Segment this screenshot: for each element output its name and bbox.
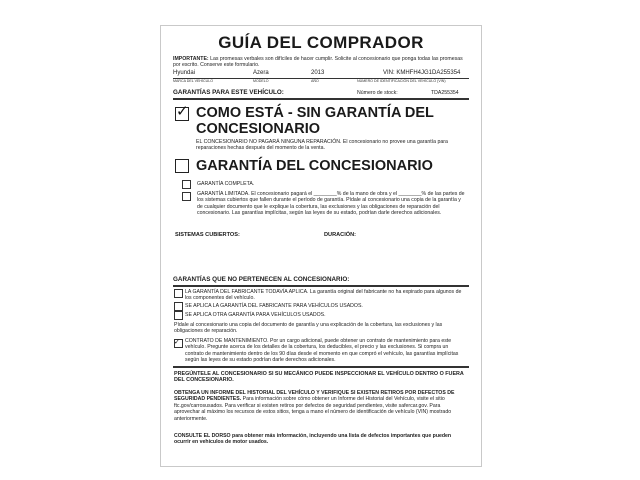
- covered-systems-label: SISTEMAS CUBIERTOS:: [175, 232, 240, 238]
- full-warranty-label: GARANTÍA COMPLETA.: [197, 181, 255, 187]
- model-caption: MODELO: [253, 79, 269, 83]
- used-vehicle-warranty-text: SE APLICA LA GARANTÍA DEL FABRICANTE PARA VEHÍCULOS USADOS.: [185, 303, 363, 309]
- warranties-heading: GARANTÍAS PARA ESTE VEHÍCULO:: [173, 89, 284, 96]
- vehicle-year: 2013: [311, 70, 325, 76]
- service-contract-text: CONTRATO DE MANTENIMIENTO. Por un cargo adicional, puede obtener un contrato de mantenimiento para este vehículo. Pregunte acerca de los detalles de la cobertura, los deducibles, el precio y las exclusiones. Si compra un contrato de mantenimiento dentro de los 90 días desde el momento en que compró el vehículo, las garantías implícitas según las leyes de su estado podrían darle derechos adicionales.: [185, 338, 459, 364]
- important-label: IMPORTANTE:: [173, 56, 209, 62]
- important-text: Las promesas verbales son difíciles de hacer cumplir. Solicite al concesionario que ponga todas las promesas por escrito. Conserve este formulario.: [173, 56, 463, 69]
- dealer-warranty-title: GARANTÍA DEL CONCESIONARIO: [196, 158, 433, 174]
- stock-label: Número de stock:: [357, 90, 398, 96]
- duration-label: DURACIÓN:: [324, 232, 357, 238]
- other-warranty-checkbox[interactable]: [174, 311, 183, 320]
- checkmark-icon: ✓: [174, 339, 180, 346]
- limited-warranty-checkbox[interactable]: [182, 192, 191, 201]
- as-is-title-line2: CONCESIONARIO: [196, 121, 321, 137]
- stock-number: TDA255354: [431, 90, 459, 96]
- dealer-warranty-checkbox[interactable]: [175, 159, 189, 173]
- vin-caption: NÚMERO DE IDENTIFICACIÓN DEL VEHÍCULO (VIN): [357, 79, 446, 83]
- checkmark-icon: ✓: [176, 103, 189, 120]
- ask-dealer-text: Pídale al concesionario una copia del documento de garantía y una explicación de la cobertura, las exclusiones y las obligaciones de reparación.: [174, 322, 443, 335]
- non-dealer-divider: [173, 285, 469, 287]
- as-is-text: EL CONCESIONARIO NO PAGARÁ NINGUNA REPARACIÓN. El concesionario no provee una garantía para reparaciones hechas después del momento de la venta.: [196, 139, 448, 152]
- warranties-divider: [173, 98, 469, 100]
- vehicle-make: Hyundai: [173, 70, 196, 76]
- buyers-guide-sheet: [160, 25, 482, 467]
- footer-divider: [173, 366, 469, 368]
- limited-warranty-text: GARANTÍA LIMITADA. El concesionario pagará el ________% de la mano de obra y el ________% de las partes de los sistemas cubiertos que fallen durante el período de garantía. Pídale al concesionario una copia de la garantía y de cualquier documento que le explique la cobertura, las exclusiones y las obligaciones de reparación del concesionario. Las garantías implícitas, según las leyes de su estado, podrían darle derechos adicionales.: [197, 191, 465, 217]
- vehicle-model: Azera: [253, 70, 269, 76]
- as-is-title-line1: COMO ESTÁ - SIN GARANTÍA DEL: [196, 105, 434, 121]
- manufacturer-warranty-checkbox[interactable]: [174, 289, 183, 298]
- page-title: GUÍA DEL COMPRADOR: [218, 33, 424, 52]
- history-heading: OBTENGA UN INFORME DEL HISTORIAL DEL VEHÍCULO Y VERIFIQUE SI EXISTEN RETIROS POR DEFECTOS DE SEGURIDAD PENDIENTES.: [174, 390, 455, 403]
- other-warranty-text: SE APLICA OTRA GARANTÍA PARA VEHÍCULOS USADOS.: [185, 312, 326, 318]
- vehicle-vin: VIN: KMHFH4JG1DA255354: [383, 70, 461, 76]
- used-vehicle-warranty-checkbox[interactable]: [174, 302, 183, 311]
- inspect-note: PREGÚNTELE AL CONCESIONARIO SI SU MECÁNICO PUEDE INSPECCIONAR EL VEHÍCULO DENTRO O FUERA DEL CONCESIONARIO.: [174, 371, 464, 384]
- make-caption: MARCA DEL VEHÍCULO: [173, 79, 214, 83]
- history-text: Para información sobre cómo obtener un Informe del Historial del Vehículo, visite el sitio ftc.gov/carrosusados. Para verificar si existen retiros por defectos de seguridad pendientes, visite safercar.gov. Para aprovechar al máximo los recursos de estos sitios, tenga a mano el número de identificación de vehículo (VIN) mostrado anteriormente.: [174, 396, 452, 422]
- year-caption: AÑO: [311, 79, 319, 83]
- non-dealer-heading: GARANTÍAS QUE NO PERTENECEN AL CONCESIONARIO:: [173, 276, 350, 283]
- history-note: [174, 390, 466, 422]
- manufacturer-warranty-text: LA GARANTÍA DEL FABRICANTE TODAVÍA APLICA. La garantía original del fabricante no ha expirado para algunos de los componentes del vehículo.: [185, 289, 462, 302]
- back-page-note: CONSULTE EL DORSO para obtener más información, incluyendo una lista de defectos importantes que pueden ocurrir en vehículos de motor usados.: [174, 433, 452, 446]
- full-warranty-checkbox[interactable]: [182, 180, 191, 189]
- important-notice: [173, 56, 469, 69]
